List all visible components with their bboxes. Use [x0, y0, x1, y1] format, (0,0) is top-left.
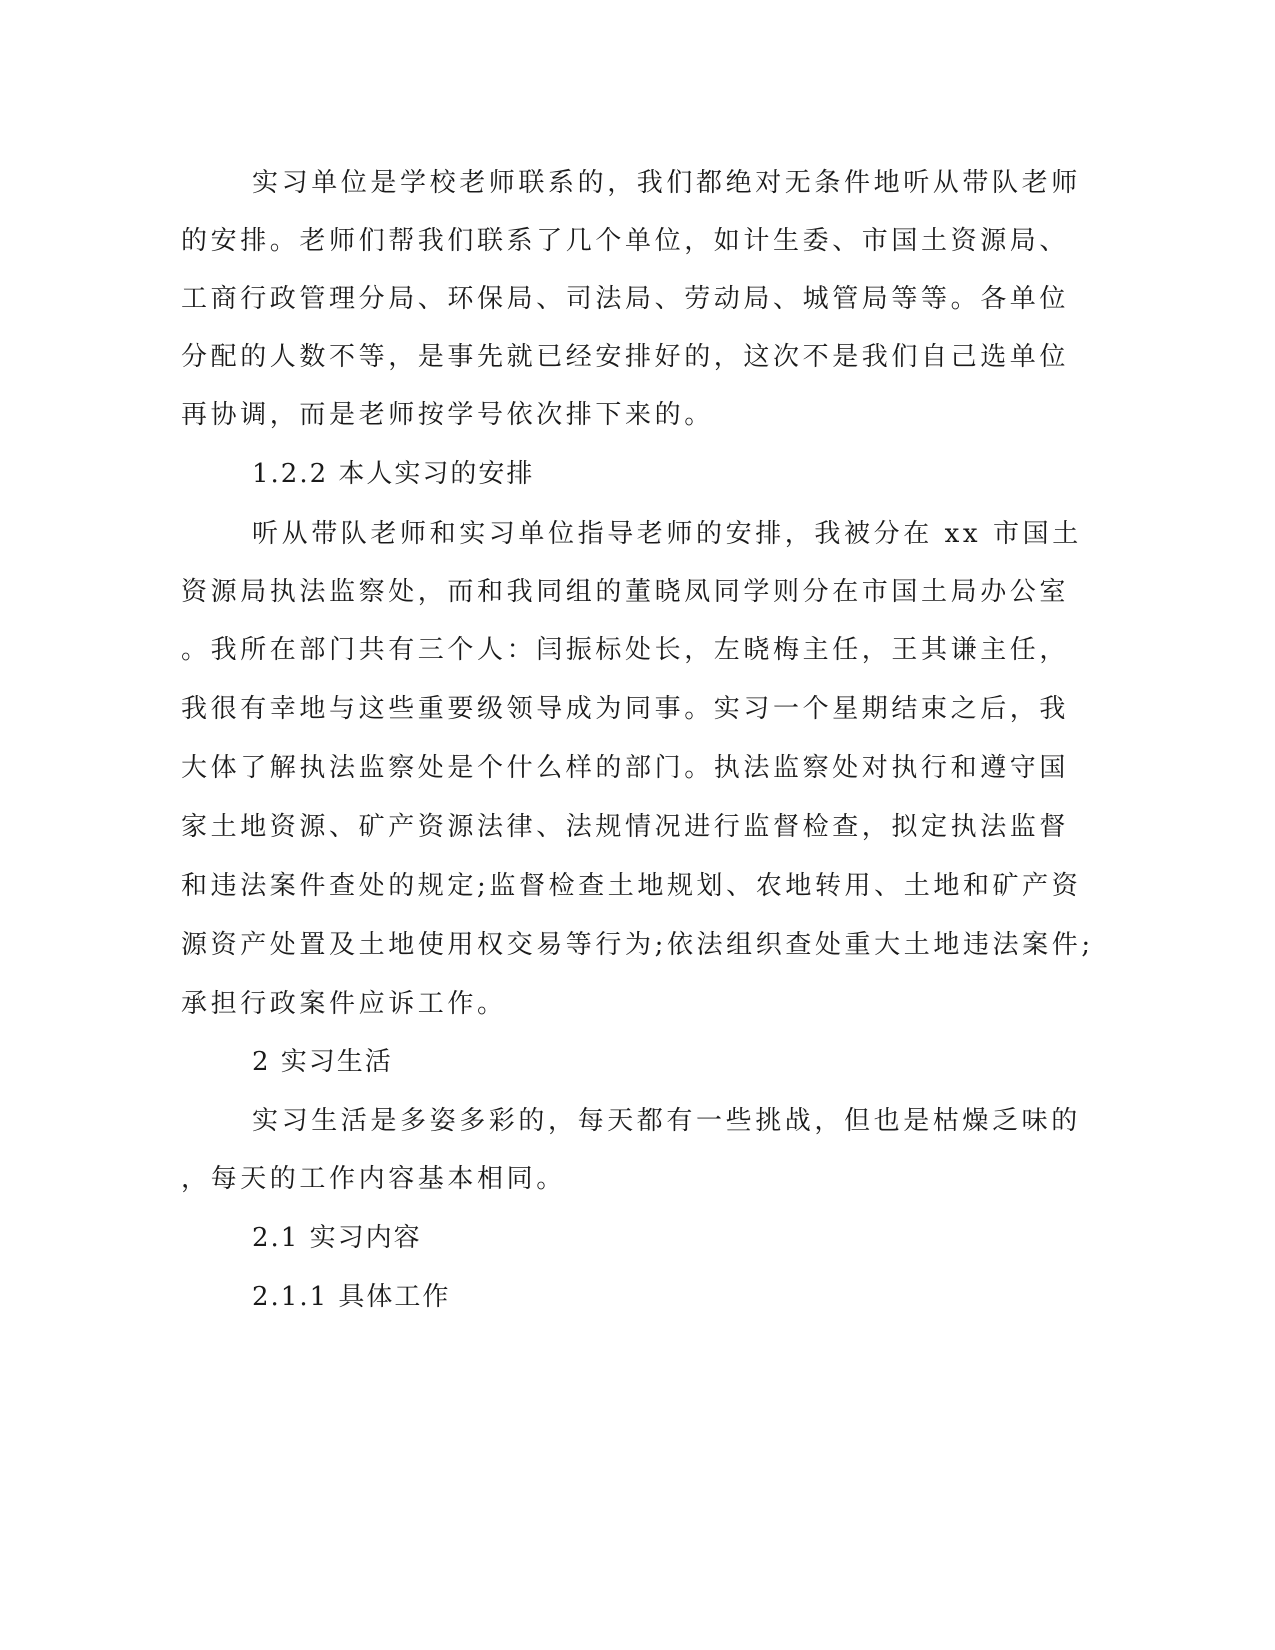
paragraph-line: 的安排。老师们帮我们联系了几个单位，如计生委、市国土资源局、	[181, 226, 1070, 256]
section-heading: 1.2.2 本人实习的安排	[252, 459, 535, 489]
paragraph-line: 听从带队老师和实习单位指导老师的安排，我被分在 xx 市国土	[252, 519, 1082, 549]
paragraph-line: 再协调，而是老师按学号依次排下来的。	[181, 400, 714, 430]
paragraph-line: 实习生活是多姿多彩的，每天都有一些挑战，但也是枯燥乏味的	[252, 1106, 1081, 1136]
paragraph-line: 我很有幸地与这些重要级领导成为同事。实习一个星期结束之后，我	[181, 694, 1070, 724]
paragraph-line: 。我所在部门共有三个人：闫振标处长，左晓梅主任，王其谦主任，	[181, 635, 1070, 665]
paragraph-line: 和违法案件查处的规定;监督检查土地规划、农地转用、土地和矿产资	[181, 871, 1082, 901]
section-heading: 2.1 实习内容	[252, 1223, 422, 1253]
section-heading: 2.1.1 具体工作	[252, 1282, 451, 1312]
paragraph-line: 承担行政案件应诉工作。	[181, 989, 507, 1019]
paragraph-line: 分配的人数不等，是事先就已经安排好的，这次不是我们自己选单位	[181, 342, 1070, 372]
paragraph-line: 大体了解执法监察处是个什么样的部门。执法监察处对执行和遵守国	[181, 753, 1070, 783]
paragraph-line: ，每天的工作内容基本相同。	[181, 1164, 566, 1194]
paragraph-line: 实习单位是学校老师联系的，我们都绝对无条件地听从带队老师	[252, 168, 1081, 198]
paragraph-line: 资源局执法监察处，而和我同组的董晓凤同学则分在市国土局办公室	[181, 577, 1070, 607]
section-heading: 2 实习生活	[252, 1047, 393, 1077]
paragraph-line: 工商行政管理分局、环保局、司法局、劳动局、城管局等等。各单位	[181, 284, 1070, 314]
paragraph-line: 家土地资源、矿产资源法律、法规情况进行监督检查，拟定执法监督	[181, 812, 1070, 842]
paragraph-line: 源资产处置及土地使用权交易等行为;依法组织查处重大土地违法案件;	[181, 930, 1094, 960]
